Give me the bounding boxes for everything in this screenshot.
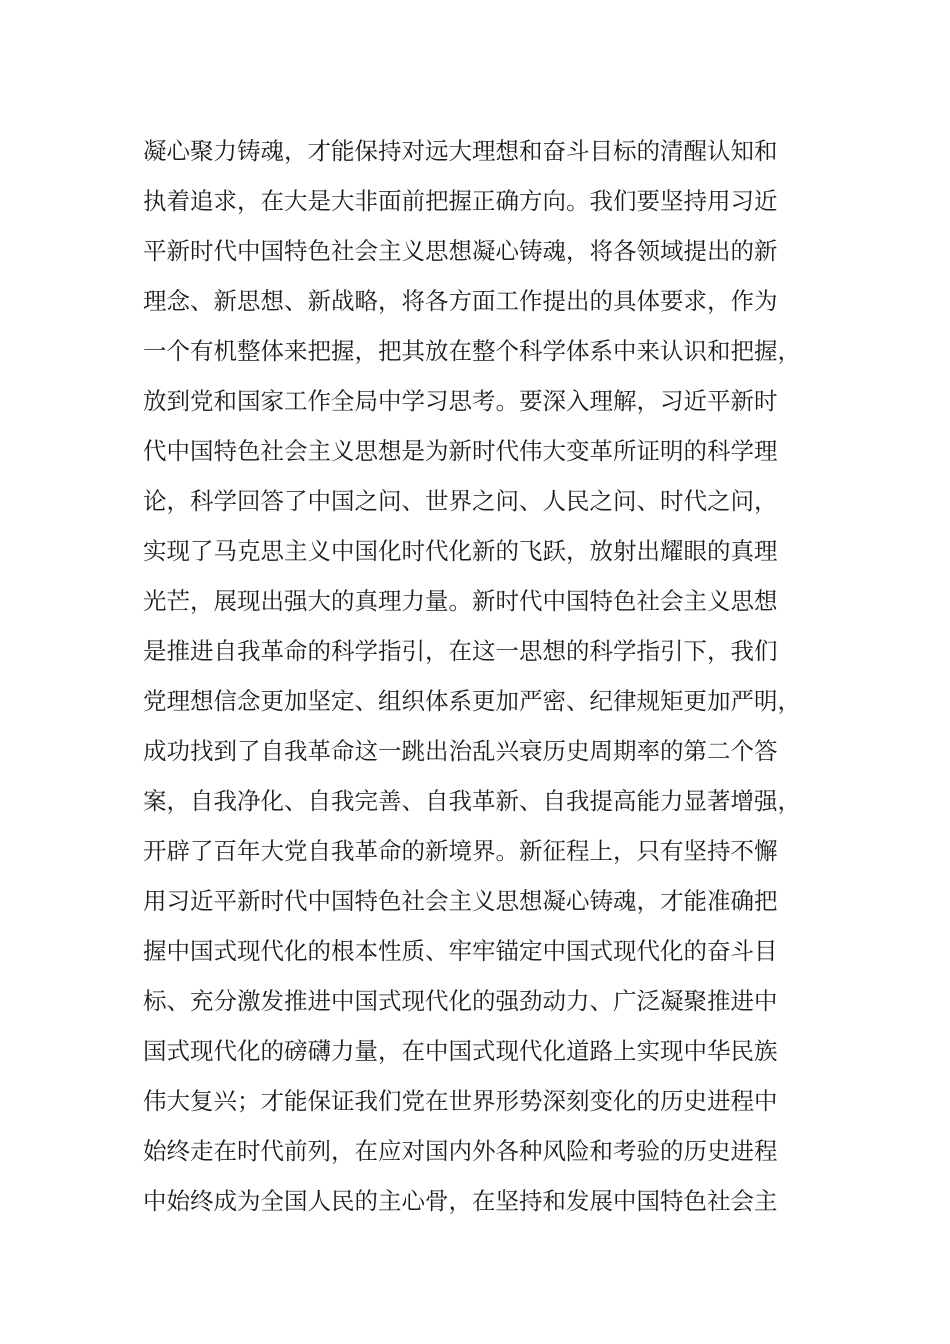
body-paragraph [143, 126, 813, 1226]
text-line: 实现了马克思主义中国化时代化新的飞跃，放射出耀眼的真理 [143, 537, 778, 565]
text-line: 握中国式现代化的根本性质、牢牢锚定中国式现代化的奋斗目 [143, 937, 778, 965]
text-line: 一个有机整体来把握，把其放在整个科学体系中来认识和把握， [143, 337, 801, 365]
text-line: 论，科学回答了中国之问、世界之问、人民之问、时代之问， [143, 487, 778, 515]
text-line: 凝心聚力铸魂，才能保持对远大理想和奋斗目标的清醒认知和 [143, 137, 778, 165]
text-line: 用习近平新时代中国特色社会主义思想凝心铸魂，才能准确把 [143, 887, 778, 915]
text-line: 平新时代中国特色社会主义思想凝心铸魂，将各领域提出的新 [143, 237, 778, 265]
text-line: 成功找到了自我革命这一跳出治乱兴衰历史周期率的第二个答 [143, 737, 778, 765]
text-line: 代中国特色社会主义思想是为新时代伟大变革所证明的科学理 [143, 437, 778, 465]
text-line: 执着追求，在大是大非面前把握正确方向。我们要坚持用习近 [143, 187, 778, 215]
text-line: 始终走在时代前列，在应对国内外各种风险和考验的历史进程 [143, 1137, 778, 1165]
text-line: 党理想信念更加坚定、组织体系更加严密、纪律规矩更加严明， [143, 687, 801, 715]
text-line: 放到党和国家工作全局中学习思考。要深入理解，习近平新时 [143, 387, 778, 415]
text-line: 理念、新思想、新战略，将各方面工作提出的具体要求，作为 [143, 287, 778, 315]
text-line: 开辟了百年大党自我革命的新境界。新征程上，只有坚持不懈 [143, 837, 778, 865]
text-line: 国式现代化的磅礴力量，在中国式现代化道路上实现中华民族 [143, 1037, 778, 1065]
text-line: 伟大复兴；才能保证我们党在世界形势深刻变化的历史进程中 [143, 1087, 778, 1115]
text-line: 标、充分激发推进中国式现代化的强劲动力、广泛凝聚推进中 [143, 987, 778, 1015]
text-line: 光芒，展现出强大的真理力量。新时代中国特色社会主义思想 [143, 587, 778, 615]
text-line: 案，自我净化、自我完善、自我革新、自我提高能力显著增强， [143, 787, 801, 815]
text-line: 中始终成为全国人民的主心骨，在坚持和发展中国特色社会主 [143, 1187, 778, 1215]
text-line: 是推进自我革命的科学指引，在这一思想的科学指引下，我们 [143, 637, 778, 665]
